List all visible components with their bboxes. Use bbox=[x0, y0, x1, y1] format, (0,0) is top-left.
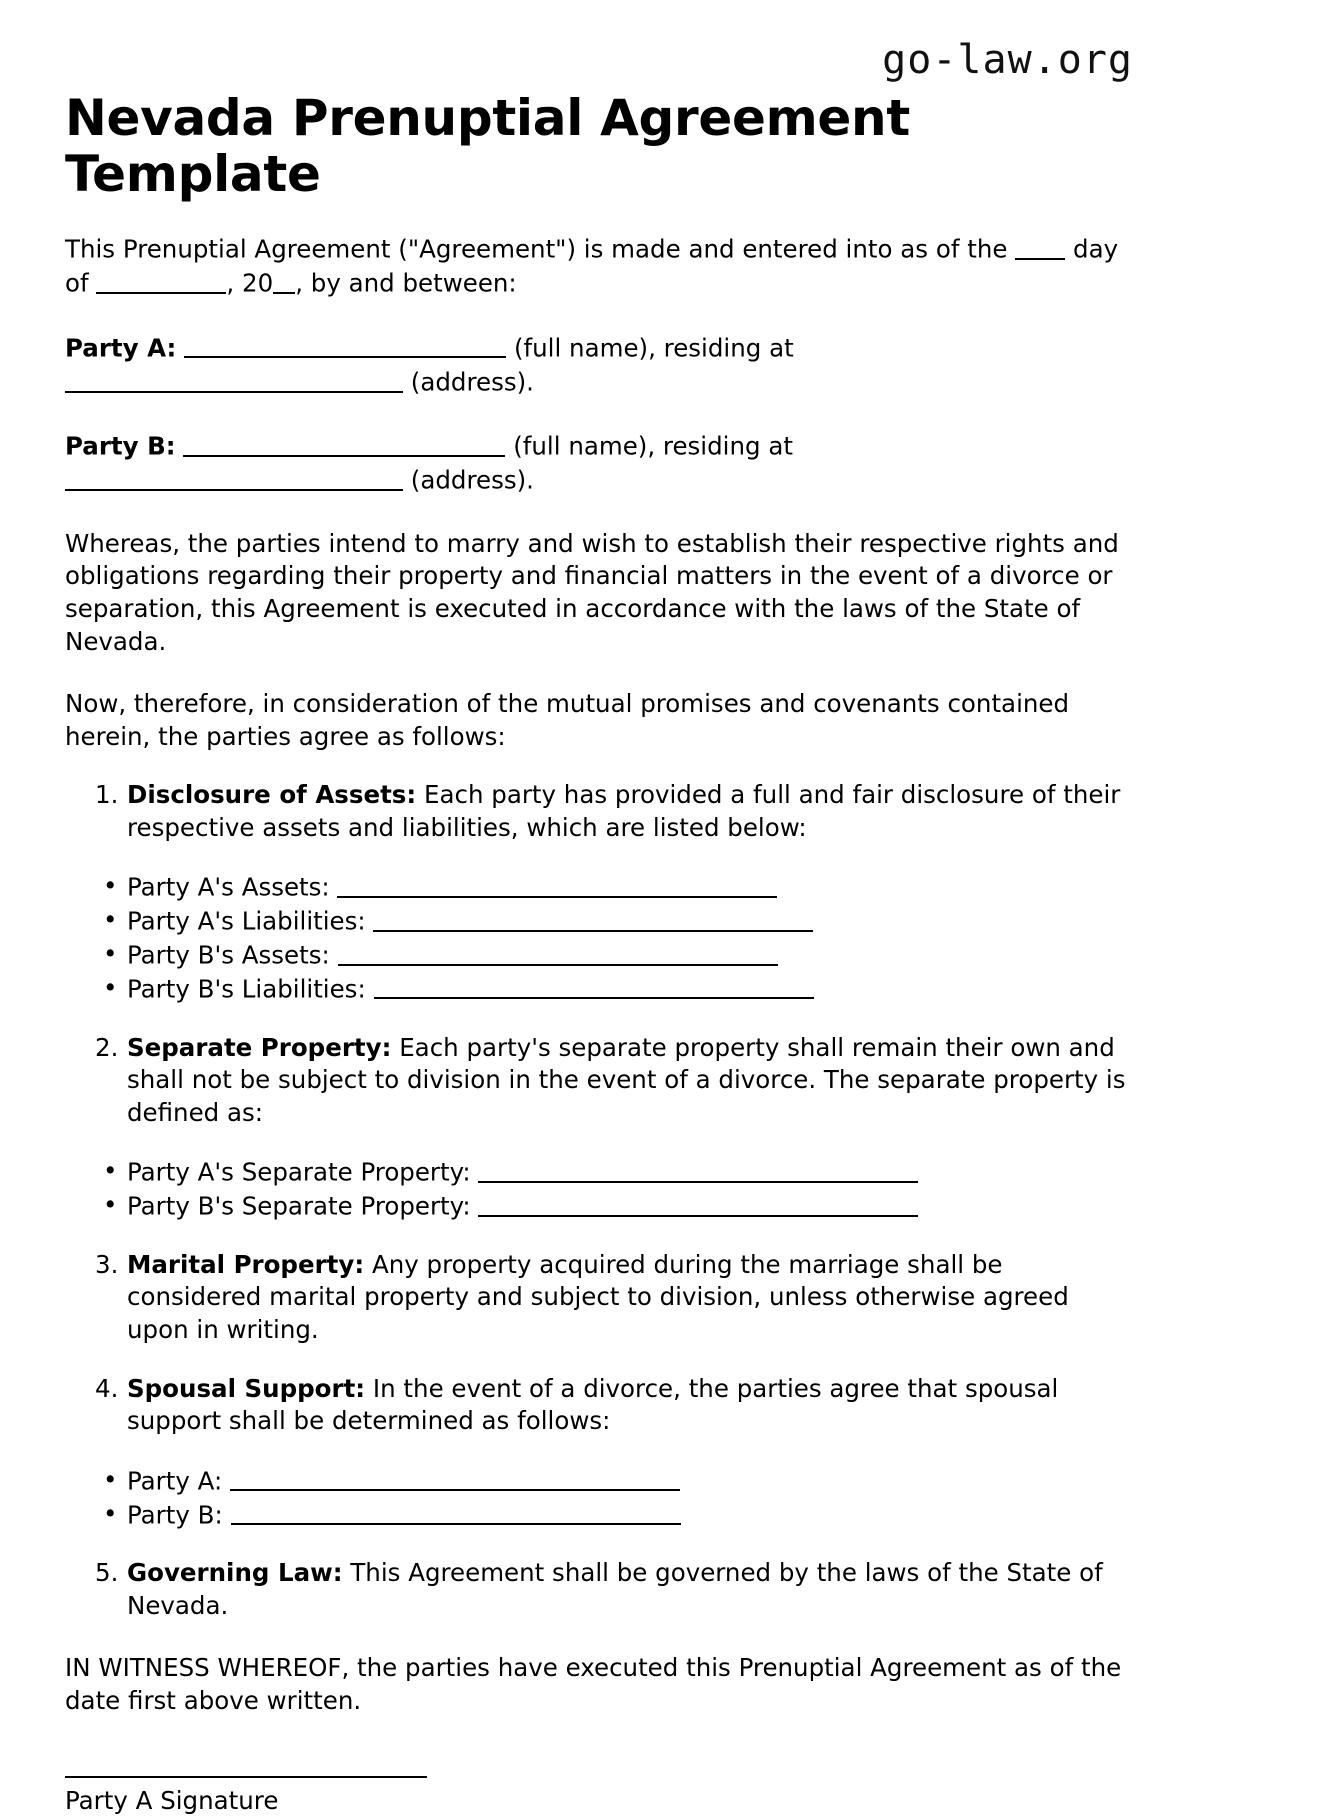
month-blank[interactable] bbox=[96, 266, 226, 294]
party-a-line bbox=[65, 331, 1135, 400]
clause-disclosure-of-assets bbox=[65, 779, 1135, 844]
list-item bbox=[65, 972, 1135, 1006]
signature-block bbox=[65, 1776, 1135, 1817]
clause-heading: Spousal Support: bbox=[127, 1373, 366, 1403]
document-content bbox=[65, 0, 1135, 1817]
party-b-assets-blank[interactable] bbox=[338, 938, 778, 966]
list-item bbox=[65, 904, 1135, 938]
clause-list-3 bbox=[65, 1249, 1135, 1438]
party-a-name-blank[interactable] bbox=[184, 331, 506, 359]
whereas-paragraph: Whereas, the parties intend to marry and wish to establish their respective rights and obligations regarding their property and financial matters in the event of a divorce or separation, this Agreement is executed in accordance with the laws of the State of Nevada. bbox=[65, 528, 1119, 656]
party-b-support-blank[interactable] bbox=[231, 1498, 681, 1526]
clause-body: Each party's separate property shall remain their own and shall not be subject to division in the event of a divorce. The separate property is defined as: bbox=[127, 1032, 1126, 1127]
clause-body: In the event of a divorce, the parties agree that spousal support shall be determined as follows: bbox=[127, 1373, 1059, 1436]
party-b-label: Party B: bbox=[65, 431, 176, 461]
separate-property-bullet-list bbox=[65, 1155, 1135, 1223]
clause-body: Each party has provided a full and fair disclosure of their respective assets and liabilities, which are listed below: bbox=[127, 780, 1121, 842]
list-item bbox=[65, 1189, 1135, 1223]
day-blank[interactable] bbox=[1015, 232, 1065, 260]
list-item-label: Party A: bbox=[127, 1466, 223, 1496]
list-item-label: Party B's Separate Property: bbox=[127, 1191, 471, 1221]
list-item-label: Party B's Assets: bbox=[127, 940, 330, 970]
list-item bbox=[65, 938, 1135, 972]
party-a-liabilities-blank[interactable] bbox=[373, 904, 813, 932]
clause-spousal-support bbox=[65, 1373, 1135, 1438]
clause-marital-property bbox=[65, 1249, 1135, 1347]
list-item-label: Party A's Assets: bbox=[127, 873, 330, 903]
clause-number: 4. bbox=[95, 1373, 119, 1403]
party-b-separate-property-blank[interactable] bbox=[478, 1189, 918, 1217]
clause-list-4 bbox=[65, 1557, 1135, 1622]
bullet-icon: • bbox=[103, 905, 118, 935]
party-b-line bbox=[65, 429, 1135, 498]
list-item-label: Party A's Separate Property: bbox=[127, 1157, 471, 1187]
party-a-support-blank[interactable] bbox=[230, 1464, 680, 1492]
clause-heading: Disclosure of Assets: bbox=[127, 780, 417, 810]
clause-number: 5. bbox=[95, 1558, 119, 1588]
clause-heading: Governing Law: bbox=[127, 1558, 343, 1588]
list-item bbox=[65, 1498, 1135, 1532]
clause-heading: Marital Property: bbox=[127, 1249, 365, 1279]
party-b-liabilities-blank[interactable] bbox=[374, 972, 814, 1000]
clause-body: Any property acquired during the marriage shall be considered marital property and subject to division, unless otherwise agreed upon in writing. bbox=[127, 1249, 1069, 1344]
spousal-support-bullet-list bbox=[65, 1464, 1135, 1532]
list-item-label: Party B's Liabilities: bbox=[127, 974, 366, 1004]
year-blank[interactable] bbox=[273, 266, 295, 294]
bullet-icon: • bbox=[103, 1464, 118, 1494]
list-item bbox=[65, 870, 1135, 904]
party-a-label: Party A: bbox=[65, 333, 177, 363]
party-a-separate-property-blank[interactable] bbox=[478, 1155, 918, 1183]
party-b-fullname-text: (full name), residing at bbox=[513, 431, 793, 461]
bullet-icon: • bbox=[103, 972, 118, 1002]
disclosure-bullet-list bbox=[65, 870, 1135, 1005]
bullet-icon: • bbox=[103, 1156, 118, 1186]
signature-line[interactable] bbox=[65, 1776, 427, 1778]
witness-paragraph: IN WITNESS WHEREOF, the parties have executed this Prenuptial Agreement as of the date first above written. bbox=[65, 1653, 1122, 1716]
party-a-address-text: (address). bbox=[410, 367, 534, 397]
party-b-name-blank[interactable] bbox=[183, 429, 505, 457]
list-item-label: Party A's Liabilities: bbox=[127, 906, 366, 936]
party-b-address-blank[interactable] bbox=[65, 463, 403, 491]
clause-governing-law bbox=[65, 1557, 1135, 1622]
party-a-fullname-text: (full name), residing at bbox=[513, 333, 794, 363]
list-item-label: Party B: bbox=[127, 1500, 223, 1530]
site-brand-logo: go-law.org bbox=[882, 37, 1133, 83]
party-a-assets-blank[interactable] bbox=[337, 870, 777, 898]
now-therefore-paragraph: Now, therefore, in consideration of the mutual promises and covenants contained herein, the parties agree as follows: bbox=[65, 689, 1070, 751]
signature-label: Party A Signature bbox=[65, 1785, 279, 1815]
intro-text-part3: , 20 bbox=[226, 269, 274, 299]
clause-heading: Separate Property: bbox=[127, 1032, 392, 1062]
list-item bbox=[65, 1155, 1135, 1189]
party-a-address-blank[interactable] bbox=[65, 365, 403, 393]
intro-text-part2: day of bbox=[65, 234, 1119, 299]
clause-separate-property bbox=[65, 1032, 1135, 1130]
bullet-icon: • bbox=[103, 1190, 118, 1220]
bullet-icon: • bbox=[103, 1498, 118, 1528]
bullet-icon: • bbox=[103, 871, 118, 901]
clause-list-1 bbox=[65, 779, 1135, 844]
clause-number: 2. bbox=[95, 1032, 119, 1062]
clause-list-2 bbox=[65, 1032, 1135, 1130]
intro-text-part4: , by and between: bbox=[295, 269, 517, 299]
clause-number: 3. bbox=[95, 1249, 119, 1279]
bullet-icon: • bbox=[103, 939, 118, 968]
intro-paragraph bbox=[65, 232, 1135, 301]
clause-number: 1. bbox=[95, 780, 119, 810]
clause-body: This Agreement shall be governed by the laws of the State of Nevada. bbox=[127, 1558, 1103, 1620]
page-title: Nevada Prenuptial Agreement Template bbox=[65, 89, 910, 203]
list-item bbox=[65, 1464, 1135, 1498]
intro-text-part1: This Prenuptial Agreement ("Agreement") is made and entered into as of the bbox=[65, 234, 1008, 264]
party-b-address-text: (address). bbox=[410, 466, 534, 496]
